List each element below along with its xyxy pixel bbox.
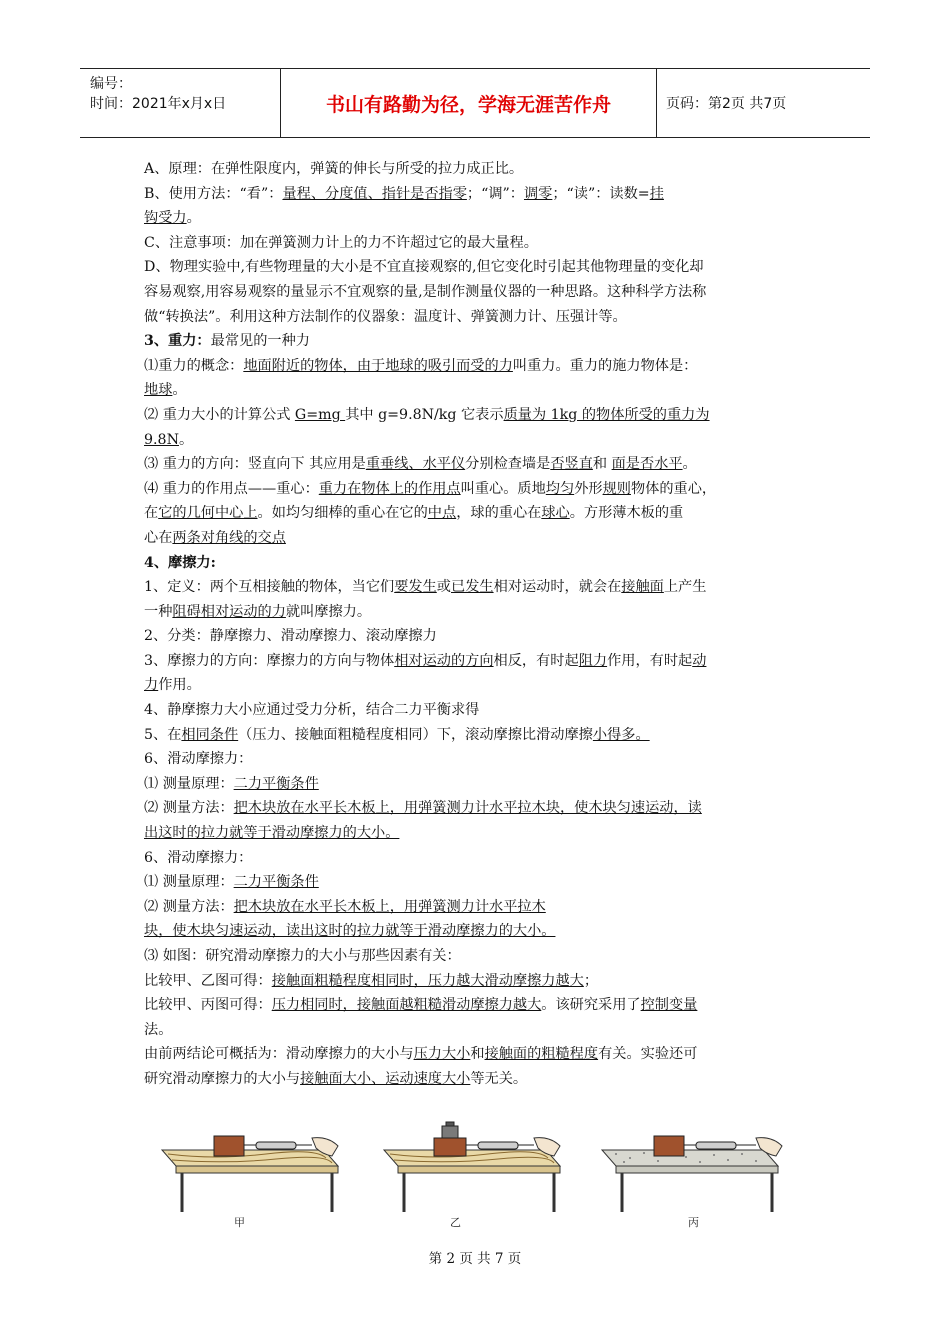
text-line: C、注意事项：加在弹簧测力计上的力不许超过它的最大量程。 (144, 234, 538, 251)
figure-yi-illustration (378, 1114, 578, 1232)
page-header (80, 68, 870, 138)
text-line: 2、分类：静摩擦力、滑动摩擦力、滚动摩擦力 (144, 628, 437, 645)
text-line: ⑴ 测量原理：二力平衡条件 (144, 874, 319, 891)
text-line: ⑶ 重力的方向：竖直向下 其应用是重垂线、水平仪分别检查墙是否竖直和 面是否水平。 (144, 456, 697, 473)
text-line: ⑷ 重力的作用点——重心：重力在物体上的作用点叫重心。质地均匀外形规则物体的重心， (144, 480, 717, 497)
figure-jia-illustration (156, 1114, 356, 1232)
text-line: 比较甲、乙图可得：接触面粗糙程度相同时，压力越大滑动摩擦力越大； (144, 972, 599, 989)
text-line: 在它的几何中心上。如均匀细棒的重心在它的中点，球的重心在球心。方形薄木板的重 (144, 505, 684, 522)
figure-label-jia: 甲 (234, 1216, 245, 1229)
header-meta (80, 69, 281, 137)
text-line: A、原理：在弹性限度内，弹簧的伸长与所受的拉力成正比。 (144, 161, 524, 177)
text-line: 4、静摩擦力大小应通过受力分析，结合二力平衡求得 (144, 702, 480, 719)
figure-bing (596, 1114, 796, 1232)
text-line: 6、滑动摩擦力： (144, 849, 253, 866)
text-line: 由前两结论可概括为：滑动摩擦力的大小与压力大小和接触面的粗糙程度有关。实验还可 (144, 1046, 698, 1063)
section-heading: 4、摩擦力: (144, 554, 216, 571)
text-line: D、物理实验中,有些物理量的大小是不宜直接观察的,但它变化时引起其他物理量的变化却 (144, 259, 704, 276)
text-line: ⑵ 重力大小的计算公式 G=mg 其中 g=9.8N/kg 它表示质量为 1kg 的物体所受的重力为 (144, 406, 710, 423)
text-line: ⑵ 测量方法：把木块放在水平长木板上，用弹簧测力计水平拉木 (144, 898, 546, 915)
number-label: 编号： (90, 76, 132, 92)
time-label: 时间：2021年x月x日 (90, 96, 227, 112)
text-line: ⑶ 如图：研究滑动摩擦力的大小与那些因素有关： (144, 948, 461, 964)
figure-label-bing: 丙 (688, 1216, 699, 1229)
text-line: 地球。 (144, 382, 187, 399)
document-body (144, 157, 814, 1092)
text-line: ⑵ 测量方法：把木块放在水平长木板上，用弹簧测力计水平拉木块，使木块匀速运动，读 (144, 800, 702, 817)
text-line: 心在两条对角线的交点 (144, 529, 286, 546)
text-line: 比较甲、丙图可得：压力相同时，接触面越粗糙滑动摩擦力越大。该研究采用了控制变量 (144, 997, 698, 1014)
text-line: 6、滑动摩擦力： (144, 751, 253, 768)
text-line: 1、定义：两个互相接触的物体，当它们要发生或已发生相对运动时，就会在接触面上产生 (144, 579, 707, 596)
header-motto: 书山有路勤为径，学海无涯苦作舟 (281, 69, 657, 137)
text-line: 力作用。 (144, 677, 201, 694)
figure-jia (156, 1114, 356, 1232)
text-line: B、使用方法：“看”：量程、分度值、指针是否指零；“调”：调零；“读”：读数=挂 (144, 185, 664, 202)
text-line: 9.8N。 (144, 431, 194, 448)
figure-label-yi: 乙 (450, 1216, 461, 1229)
figure-yi (378, 1114, 578, 1232)
text-line: 3、摩擦力的方向：摩擦力的方向与物体相对运动的方向相反，有时起阻力作用，有时起动 (144, 652, 707, 669)
header-page-info: 页码：第2页 共7页 (666, 96, 787, 112)
text-line: 钩受力。 (144, 210, 201, 227)
text-line: 块，使木块匀速运动，读出这时的拉力就等于滑动摩擦力的大小。 (144, 923, 556, 940)
text-line: 一种阻碍相对运动的力就叫摩擦力。 (144, 603, 372, 620)
text-line: 出这时的拉力就等于滑动摩擦力的大小。 (144, 825, 400, 842)
text-line: 5、在相同条件（压力、接触面粗糙程度相同）下，滚动摩擦比滑动摩擦小得多。 (144, 726, 650, 743)
figure-bing-illustration (596, 1114, 806, 1232)
page-footer: 第 2 页 共 7 页 (428, 1251, 522, 1267)
text-line: 研究滑动摩擦力的大小与接触面大小、运动速度大小等无关。 (144, 1070, 528, 1087)
friction-experiment-figures (156, 1114, 806, 1232)
text-line: 法。 (144, 1021, 173, 1038)
section-heading: 3、重力：最常见的一种力 (144, 333, 310, 350)
text-line: ⑴ 测量原理：二力平衡条件 (144, 775, 319, 792)
text-line: 做“转换法”。利用这种方法制作的仪器象：温度计、弹簧测力计、压强计等。 (144, 308, 627, 325)
text-line: 容易观察,用容易观察的量显示不宜观察的量,是制作测量仪器的一种思路。这种科学方法称 (144, 283, 707, 300)
text-line: ⑴重力的概念：地面附近的物体，由于地球的吸引而受的力叫重力。重力的施力物体是： (144, 357, 698, 374)
